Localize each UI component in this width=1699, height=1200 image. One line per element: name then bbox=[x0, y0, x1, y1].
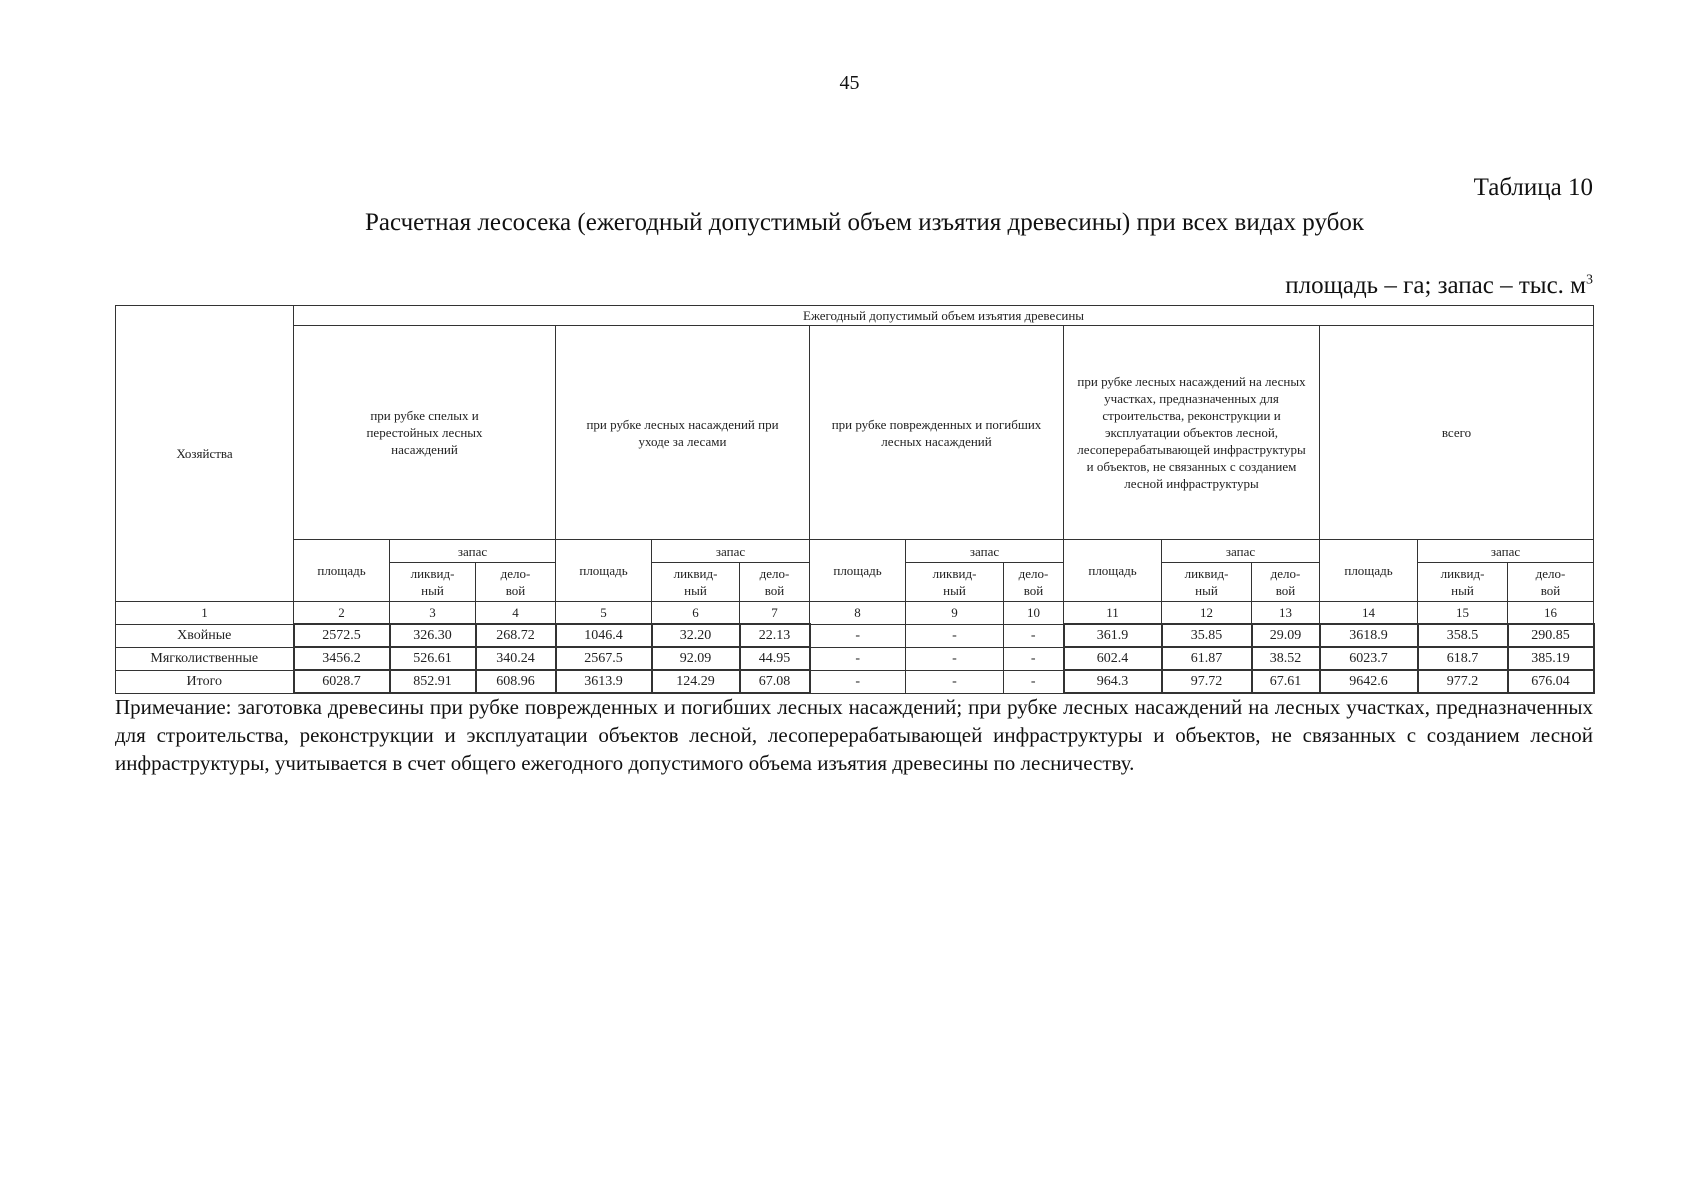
column-number: 11 bbox=[1064, 602, 1162, 625]
table-cell: 6028.7 bbox=[294, 670, 390, 693]
row-label: Итого bbox=[116, 670, 294, 693]
table-cell: - bbox=[810, 624, 906, 647]
header-group-mature bbox=[294, 326, 556, 540]
units-superscript: 3 bbox=[1586, 272, 1593, 288]
header-group-mature-text: при рубке спелых и перестойных лесных насаждений bbox=[366, 408, 483, 457]
table-cell: 385.19 bbox=[1508, 647, 1594, 670]
header-area: площадь bbox=[556, 540, 652, 602]
table-cell: 97.72 bbox=[1162, 670, 1252, 693]
table-cell: 67.61 bbox=[1252, 670, 1320, 693]
header-group-damaged bbox=[810, 326, 1064, 540]
table-cell: - bbox=[810, 647, 906, 670]
header-group-thinning bbox=[556, 326, 810, 540]
table-row bbox=[116, 647, 1594, 670]
row-label: Мягколиственные bbox=[116, 647, 294, 670]
column-number: 7 bbox=[740, 602, 810, 625]
table-cell: 602.4 bbox=[1064, 647, 1162, 670]
table-cell: 35.85 bbox=[1162, 624, 1252, 647]
row-label: Хвойные bbox=[116, 624, 294, 647]
header-area: площадь bbox=[1064, 540, 1162, 602]
column-number: 12 bbox=[1162, 602, 1252, 625]
table-cell: 32.20 bbox=[652, 624, 740, 647]
table-cell: - bbox=[1004, 647, 1064, 670]
header-liquid bbox=[1418, 563, 1508, 602]
table-cell: - bbox=[906, 647, 1004, 670]
table-cell: 977.2 bbox=[1418, 670, 1508, 693]
table-cell: 1046.4 bbox=[556, 624, 652, 647]
column-number: 14 bbox=[1320, 602, 1418, 625]
header-business-text: дело-вой bbox=[759, 566, 790, 598]
table-label: Таблица 10 bbox=[1473, 174, 1593, 201]
header-liquid bbox=[906, 563, 1004, 602]
header-business-text: дело-вой bbox=[1535, 566, 1566, 598]
header-liquid-text: ликвид-ный bbox=[410, 566, 455, 598]
column-number: 6 bbox=[652, 602, 740, 625]
table-cell: - bbox=[1004, 670, 1064, 693]
table-cell: 61.87 bbox=[1162, 647, 1252, 670]
table-cell: - bbox=[906, 624, 1004, 647]
table-cell: 3618.9 bbox=[1320, 624, 1418, 647]
table-cell: 92.09 bbox=[652, 647, 740, 670]
header-liquid-text: ликвид-ный bbox=[673, 566, 718, 598]
table-cell: 44.95 bbox=[740, 647, 810, 670]
table-cell: - bbox=[906, 670, 1004, 693]
header-group-total: всего bbox=[1320, 326, 1594, 540]
header-business bbox=[476, 563, 556, 602]
column-number: 5 bbox=[556, 602, 652, 625]
table-cell: 6023.7 bbox=[1320, 647, 1418, 670]
header-group-thinning-text: при рубке лесных насаждений при уходе за лесами bbox=[586, 416, 779, 449]
header-liquid-text: ликвид-ный bbox=[1184, 566, 1229, 598]
header-business bbox=[740, 563, 810, 602]
table-cell: 618.7 bbox=[1418, 647, 1508, 670]
column-number: 1 bbox=[116, 602, 294, 625]
header-business-text: дело-вой bbox=[1270, 566, 1301, 598]
header-annual-volume: Ежегодный допустимый объем изъятия древесины bbox=[294, 306, 1594, 326]
header-business-text: дело-вой bbox=[500, 566, 531, 598]
table-cell: 852.91 bbox=[390, 670, 476, 693]
header-stock: запас bbox=[390, 540, 556, 563]
column-number: 2 bbox=[294, 602, 390, 625]
table-cell: 326.30 bbox=[390, 624, 476, 647]
table-cell: 608.96 bbox=[476, 670, 556, 693]
header-farm: Хозяйства bbox=[116, 306, 294, 602]
header-stock: запас bbox=[652, 540, 810, 563]
column-number: 4 bbox=[476, 602, 556, 625]
header-stock: запас bbox=[1162, 540, 1320, 563]
table-note: Примечание: заготовка древесины при рубке поврежденных и погибших лесных насаждений; при рубке лесных насаждений на лесных участках, предназначенных для строительства, реконструкции и эксплуатации объектов лесной, лесоперерабатывающей инфраструктуры и объектов, не связанных с созданием лесной инфраструктуры, учитывается в счет общего ежегодного допустимого объема изъятия древесины по лесничеству. bbox=[115, 695, 1593, 775]
table-cell: 3613.9 bbox=[556, 670, 652, 693]
harvest-table bbox=[115, 305, 1595, 694]
table-cell: - bbox=[810, 670, 906, 693]
table-cell: 9642.6 bbox=[1320, 670, 1418, 693]
header-liquid bbox=[390, 563, 476, 602]
table-cell: 2572.5 bbox=[294, 624, 390, 647]
table-cell: 358.5 bbox=[1418, 624, 1508, 647]
table-cell: - bbox=[1004, 624, 1064, 647]
header-area: площадь bbox=[1320, 540, 1418, 602]
header-group-construction-text: при рубке лесных насаждений на лесных участках, предназначенных для строительства, реконструкции и эксплуатации объектов лесной, лесоперерабатывающей инфраструктуры и объектов, не связанных с созданием лесной инфраструктуры bbox=[1077, 374, 1306, 491]
table-cell: 964.3 bbox=[1064, 670, 1162, 693]
table-cell: 29.09 bbox=[1252, 624, 1320, 647]
page-title: Расчетная лесосека (ежегодный допустимый объем изъятия древесины) при всех видах рубок bbox=[364, 209, 1365, 236]
column-number: 8 bbox=[810, 602, 906, 625]
units-text: площадь – га; запас – тыс. м bbox=[1285, 272, 1586, 299]
header-area: площадь bbox=[294, 540, 390, 602]
table-cell: 526.61 bbox=[390, 647, 476, 670]
table-cell: 268.72 bbox=[476, 624, 556, 647]
table-cell: 22.13 bbox=[740, 624, 810, 647]
units-caption bbox=[1285, 272, 1593, 300]
column-number: 13 bbox=[1252, 602, 1320, 625]
header-group-damaged-text: при рубке поврежденных и погибших лесных насаждений bbox=[831, 416, 1042, 449]
header-area: площадь bbox=[810, 540, 906, 602]
header-business-text: дело-вой bbox=[1018, 566, 1049, 598]
header-stock: запас bbox=[1418, 540, 1594, 563]
header-group-construction bbox=[1064, 326, 1320, 540]
table-cell: 2567.5 bbox=[556, 647, 652, 670]
table-row bbox=[116, 670, 1594, 693]
table-cell: 67.08 bbox=[740, 670, 810, 693]
column-number: 9 bbox=[906, 602, 1004, 625]
header-business bbox=[1004, 563, 1064, 602]
header-liquid-text: ликвид-ный bbox=[1440, 566, 1485, 598]
table-row bbox=[116, 624, 1594, 647]
table-cell: 38.52 bbox=[1252, 647, 1320, 670]
column-number: 3 bbox=[390, 602, 476, 625]
table-cell: 361.9 bbox=[1064, 624, 1162, 647]
column-number: 10 bbox=[1004, 602, 1064, 625]
header-business bbox=[1252, 563, 1320, 602]
header-business bbox=[1508, 563, 1594, 602]
table-cell: 3456.2 bbox=[294, 647, 390, 670]
header-stock: запас bbox=[906, 540, 1064, 563]
table-cell: 290.85 bbox=[1508, 624, 1594, 647]
table-cell: 676.04 bbox=[1508, 670, 1594, 693]
page-number: 45 bbox=[839, 72, 860, 94]
header-liquid bbox=[1162, 563, 1252, 602]
header-liquid-text: ликвид-ный bbox=[932, 566, 977, 598]
column-number: 15 bbox=[1418, 602, 1508, 625]
table-cell: 124.29 bbox=[652, 670, 740, 693]
header-liquid bbox=[652, 563, 740, 602]
column-number: 16 bbox=[1508, 602, 1594, 625]
table-cell: 340.24 bbox=[476, 647, 556, 670]
